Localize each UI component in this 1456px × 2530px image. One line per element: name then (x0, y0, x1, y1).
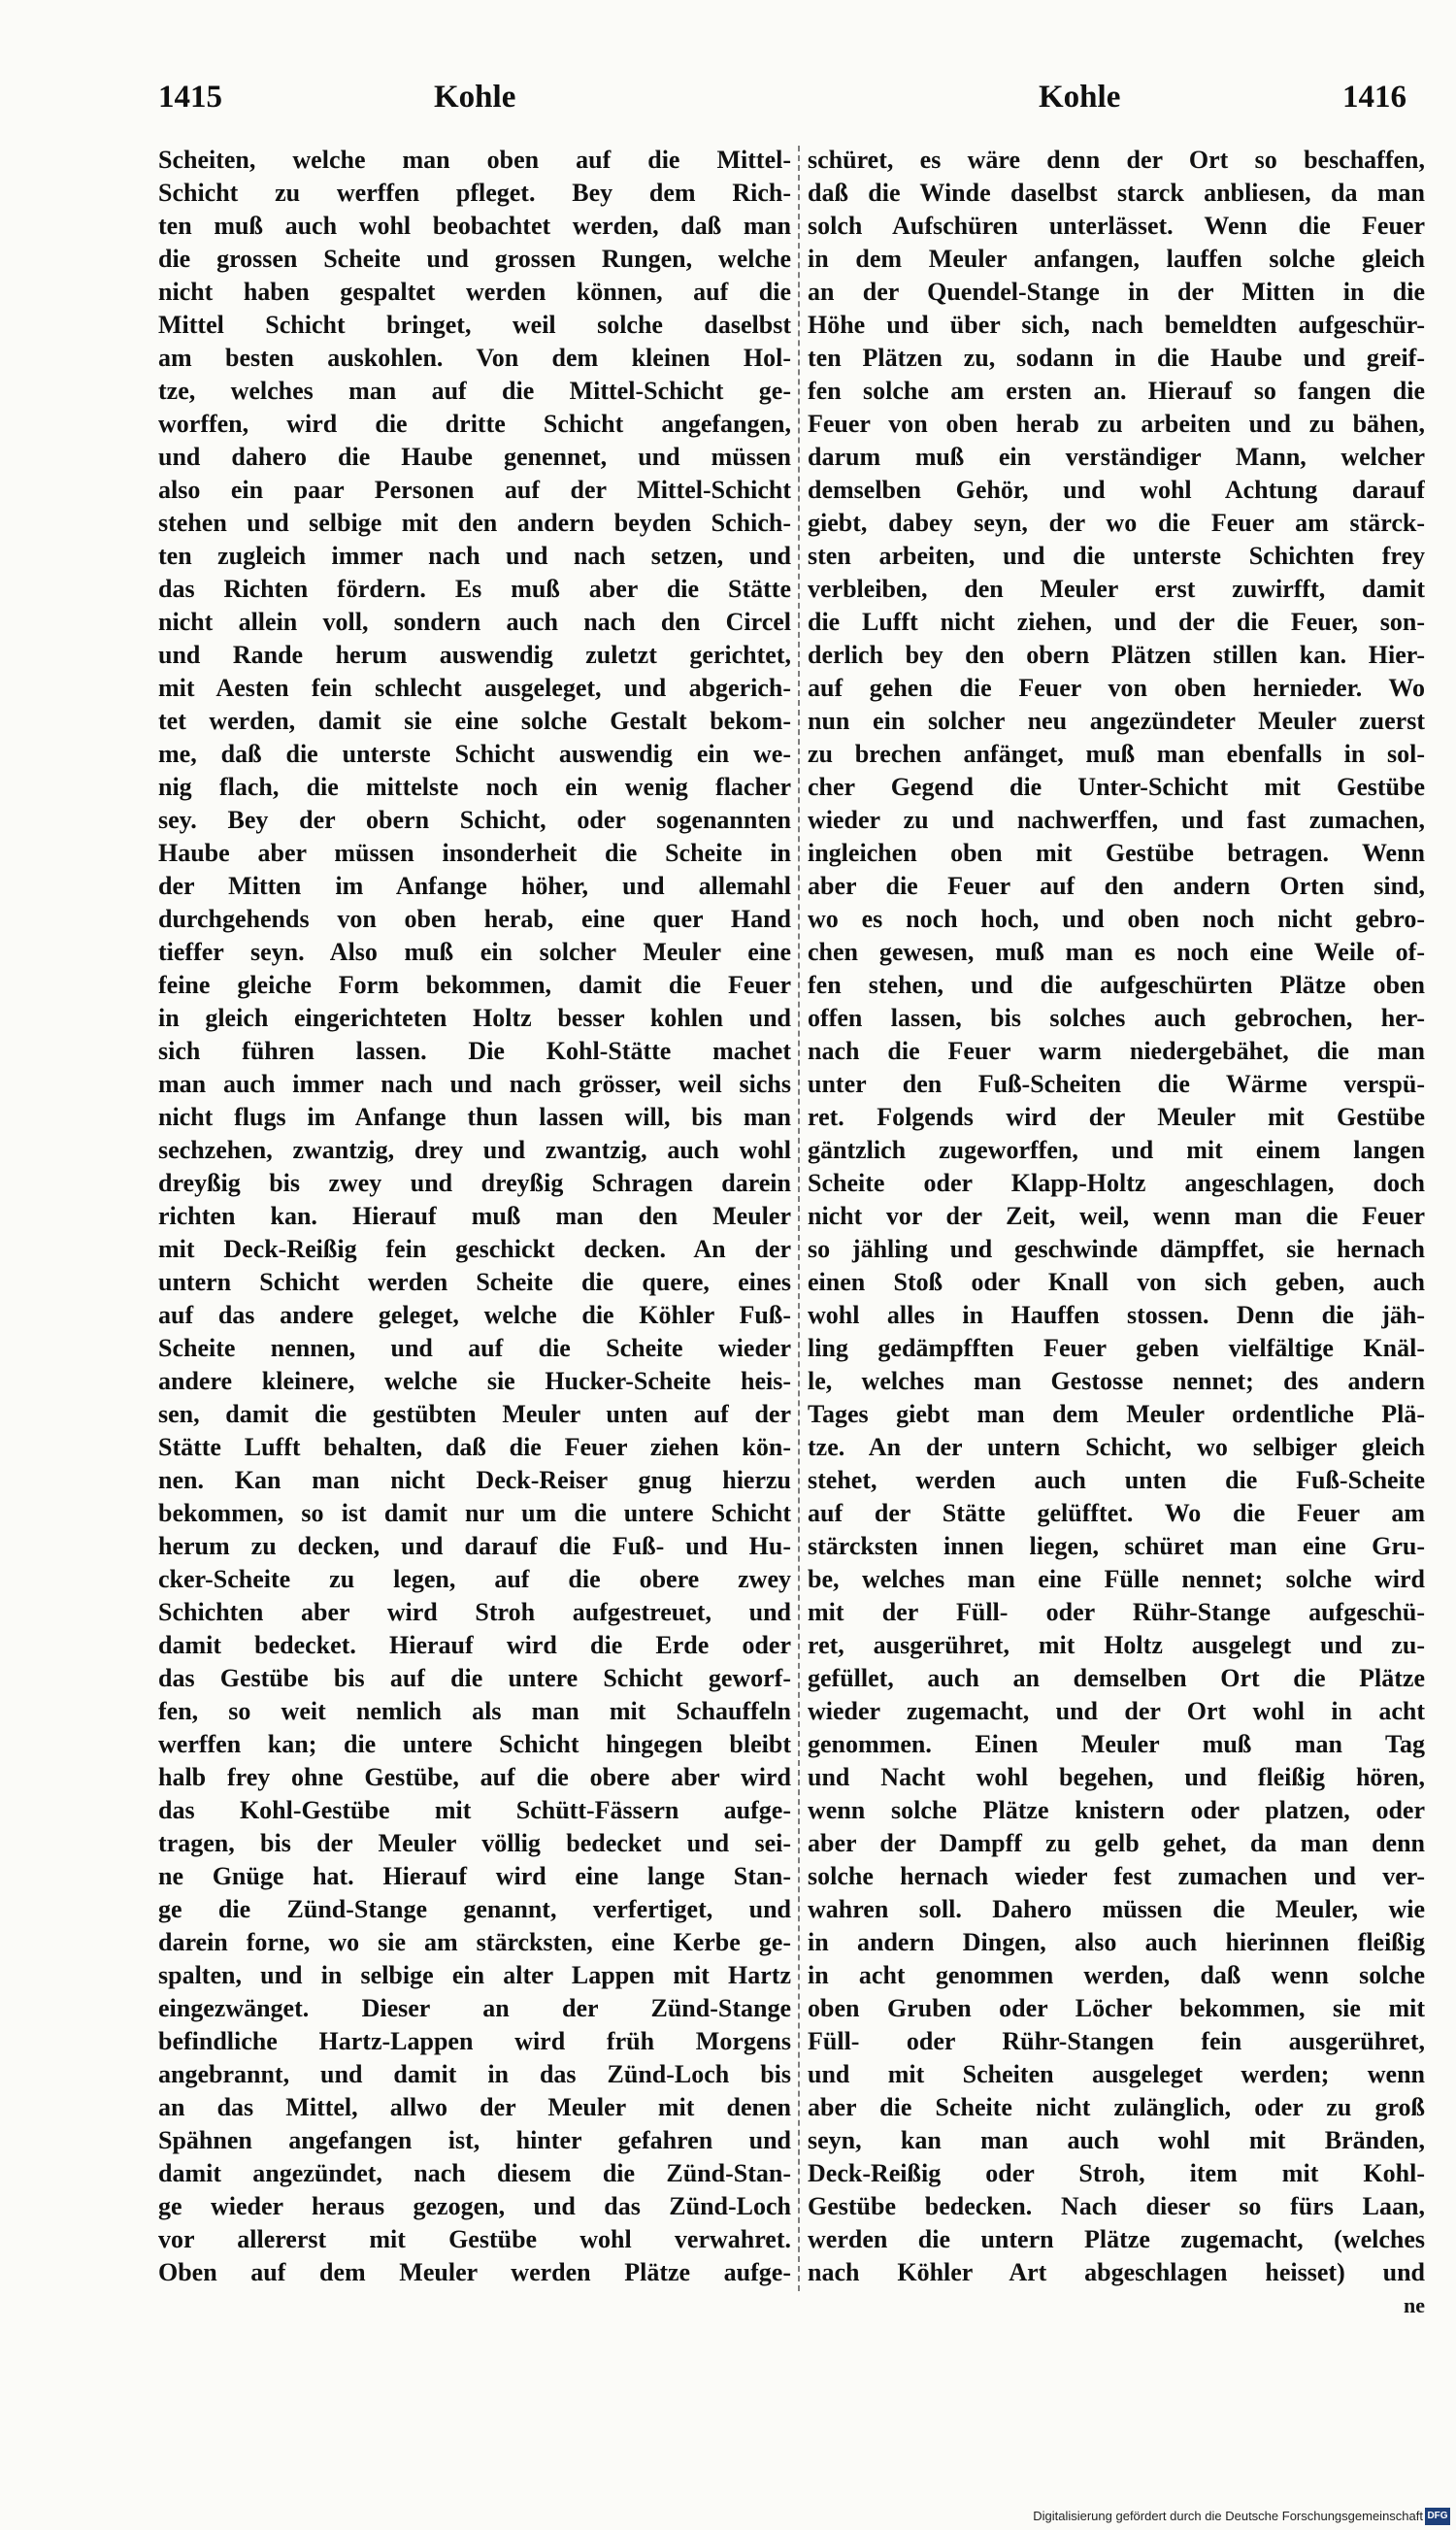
text-line: le, welches man Gestosse nennet; des andern (808, 1367, 1425, 1395)
text-column-right (808, 144, 1425, 2289)
text-line: das Gestübe bis auf die untere Schicht geworf- (158, 1664, 791, 1692)
text-line: demselben Gehör, und wohl Achtung darauf (808, 476, 1425, 504)
text-line: werffen kan; die untere Schicht hingegen bleibt (158, 1730, 791, 1758)
text-line: und mit Scheiten ausgeleget werden; wenn (808, 2060, 1425, 2088)
text-line: und Nacht wohl begehen, und fleißig hören, (808, 1763, 1425, 1791)
text-line: vor allererst mit Gestübe wohl verwahret. (158, 2225, 791, 2253)
text-line: ret, ausgerühret, mit Holtz ausgelegt und zu- (808, 1631, 1425, 1659)
text-line: sechzehen, zwantzig, drey und zwantzig, auch wohl (158, 1136, 791, 1164)
text-line: nen. Kan man nicht Deck-Reiser gnug hierzu (158, 1466, 791, 1494)
text-line: Deck-Reißig oder Stroh, item mit Kohl- (808, 2159, 1425, 2187)
text-line: sey. Bey der obern Schicht, oder sogenannten (158, 806, 791, 834)
text-line: ten muß auch wohl beobachtet werden, daß man (158, 212, 791, 240)
text-line: mit Deck-Reißig fein geschickt decken. An der (158, 1235, 791, 1263)
text-line: andere kleinere, welche sie Hucker-Scheite heis- (158, 1367, 791, 1395)
text-line: tragen, bis der Meuler völlig bedecket und sei- (158, 1829, 791, 1857)
text-line: halb frey ohne Gestübe, auf die obere aber wird (158, 1763, 791, 1791)
text-line: Füll- oder Rühr-Stangen fein ausgerühret, (808, 2027, 1425, 2055)
text-line: damit bedecket. Hierauf wird die Erde oder (158, 1631, 791, 1659)
text-line: sich führen lassen. Die Kohl-Stätte machet (158, 1037, 791, 1065)
text-line: worffen, wird die dritte Schicht angefangen, (158, 410, 791, 438)
text-line: daß die Winde daselbst starck anbliesen, da man (808, 179, 1425, 207)
text-line: Spähnen angefangen ist, hinter gefahren und (158, 2126, 791, 2154)
text-line: solch Aufschüren unterlässet. Wenn die Feuer (808, 212, 1425, 240)
text-line: das Kohl-Gestübe mit Schütt-Fässern aufge- (158, 1796, 791, 1824)
text-line: so jähling und geschwinde dämpffet, sie hernach (808, 1235, 1425, 1263)
text-line: damit angezündet, nach diesem die Zünd-Stan- (158, 2159, 791, 2187)
text-line: nig flach, die mittelste noch ein wenig flacher (158, 773, 791, 801)
text-line: durchgehends von oben herab, eine quer Hand (158, 905, 791, 933)
text-line: auf der Stätte gelüfftet. Wo die Feuer am (808, 1499, 1425, 1527)
text-line: nicht haben gespaltet werden können, auf die (158, 278, 791, 306)
text-line: mit der Füll- oder Rühr-Stange aufgeschü- (808, 1598, 1425, 1626)
text-line: nicht allein voll, sondern auch nach den Circel (158, 608, 791, 636)
text-line: darum muß ein verständiger Mann, welcher (808, 443, 1425, 471)
text-line: wieder zugemacht, und der Ort wohl in acht (808, 1697, 1425, 1725)
text-line: dreyßig bis zwey und dreyßig Schragen darein (158, 1169, 791, 1197)
running-head-left: Kohle (434, 80, 516, 115)
text-line: mit Aesten fein schlecht ausgeleget, und abgerich- (158, 674, 791, 702)
text-line: Scheite oder Klapp-Holtz angeschlagen, doch (808, 1169, 1425, 1197)
text-line: cher Gegend die Unter-Schicht mit Gestübe (808, 773, 1425, 801)
text-line: be, welches man eine Fülle nennet; solche wird (808, 1565, 1425, 1593)
text-line: tze. An der untern Schicht, wo selbiger gleich (808, 1433, 1425, 1461)
text-line: verbleiben, den Meuler erst zuwirfft, damit (808, 575, 1425, 603)
text-line: die Lufft nicht ziehen, und der die Feuer, son- (808, 608, 1425, 636)
text-line: am besten auskohlen. Von dem kleinen Hol- (158, 344, 791, 372)
text-line: der Mitten im Anfange höher, und allemahl (158, 872, 791, 900)
text-line: in andern Dingen, also auch hierinnen fleißig (808, 1928, 1425, 1956)
text-line: wieder zu und nachwerffen, und fast zumachen, (808, 806, 1425, 834)
text-line: eingezwänget. Dieser an der Zünd-Stange (158, 1994, 791, 2022)
text-line: auf das andere geleget, welche die Köhler Fuß- (158, 1301, 791, 1329)
text-line: ten zugleich immer nach und nach setzen, und (158, 542, 791, 570)
text-line: wohl alles in Hauffen stossen. Denn die jäh- (808, 1301, 1425, 1329)
text-line: spalten, und in selbige ein alter Lappen mit Hartz (158, 1961, 791, 1989)
page-number-left: 1415 (158, 80, 222, 115)
text-line: ge wieder heraus gezogen, und das Zünd-Loch (158, 2192, 791, 2220)
text-line: nach Köhler Art abgeschlagen heisset) und (808, 2258, 1425, 2286)
text-line: befindliche Hartz-Lappen wird früh Morgens (158, 2027, 791, 2055)
text-line: sten arbeiten, und die unterste Schichten frey (808, 542, 1425, 570)
text-line: an das Mittel, allwo der Meuler mit denen (158, 2093, 791, 2121)
text-line: die grossen Scheite und grossen Rungen, welche (158, 245, 791, 273)
text-line: aber die Feuer auf den andern Orten sind, (808, 872, 1425, 900)
text-line: Stätte Lufft behalten, daß die Feuer ziehen kön- (158, 1433, 791, 1461)
digitization-credit: Digitalisierung gefördert durch die Deutsche Forschungsgemeinschaft (1033, 2509, 1423, 2523)
text-line: me, daß die unterste Schicht auswendig ein we- (158, 740, 791, 768)
text-line: fen solche am ersten an. Hierauf so fangen die (808, 377, 1425, 405)
text-line: aber der Dampff zu gelb gehet, da man denn (808, 1829, 1425, 1857)
text-line: feine gleiche Form bekommen, damit die Feuer (158, 971, 791, 999)
text-line: Scheiten, welche man oben auf die Mittel- (158, 146, 791, 174)
text-line: genommen. Einen Meuler muß man Tag (808, 1730, 1425, 1758)
text-line: fen stehen, und die aufgeschürten Plätze oben (808, 971, 1425, 999)
text-line: also ein paar Personen auf der Mittel-Schicht (158, 476, 791, 504)
text-line: gefüllet, auch an demselben Ort die Plätze (808, 1664, 1425, 1692)
text-line: unter den Fuß-Scheiten die Wärme verspü- (808, 1070, 1425, 1098)
text-line: gäntzlich zugeworffen, und mit einem langen (808, 1136, 1425, 1164)
text-line: ge die Zünd-Stange genannt, verfertiget, und (158, 1895, 791, 1923)
text-line: tieffer seyn. Also muß ein solcher Meuler eine (158, 938, 791, 966)
text-line: ne Gnüge hat. Hierauf wird eine lange Stan- (158, 1862, 791, 1890)
text-line: Feuer von oben herab zu arbeiten und zu bähen, (808, 410, 1425, 438)
text-line: Oben auf dem Meuler werden Plätze aufge- (158, 2258, 791, 2286)
text-line: einen Stoß oder Knall von sich geben, auch (808, 1268, 1425, 1296)
text-line: Scheite nennen, und auf die Scheite wieder (158, 1334, 791, 1362)
text-line: in acht genommen werden, daß wenn solche (808, 1961, 1425, 1989)
running-head-right: Kohle (1039, 80, 1121, 115)
text-line: ingleichen oben mit Gestübe betragen. Wenn (808, 839, 1425, 867)
text-line: Höhe und über sich, nach bemeldten aufgeschür- (808, 311, 1425, 339)
text-line: an der Quendel-Stange in der Mitten in die (808, 278, 1425, 306)
text-line: Mittel Schicht bringet, weil solche daselbst (158, 311, 791, 339)
text-line: wahren soll. Dahero müssen die Meuler, wie (808, 1895, 1425, 1923)
text-line: untern Schicht werden Scheite die quere, eines (158, 1268, 791, 1296)
text-line: auf gehen die Feuer von oben hernieder. Wo (808, 674, 1425, 702)
text-line: cker-Scheite zu legen, auf die obere zwey (158, 1565, 791, 1593)
text-line: derlich bey den obern Plätzen stillen kan. Hier- (808, 641, 1425, 669)
text-line: stärcksten innen liegen, schüret man eine Gru- (808, 1532, 1425, 1560)
text-line: nach die Feuer warm niedergebähet, die man (808, 1037, 1425, 1065)
dfg-logo: DFG (1425, 2508, 1450, 2525)
text-line: oben Gruben oder Löcher bekommen, sie mit (808, 1994, 1425, 2022)
text-line: Schichten aber wird Stroh aufgestreuet, und (158, 1598, 791, 1626)
text-line: wo es noch hoch, und oben noch nicht gebro- (808, 905, 1425, 933)
text-line: in gleich eingerichteten Holtz besser kohlen und (158, 1004, 791, 1032)
text-line: Schicht zu werffen pfleget. Bey dem Rich- (158, 179, 791, 207)
text-line: darein forne, wo sie am stärcksten, eine Kerbe ge- (158, 1928, 791, 1956)
text-line: giebt, dabey seyn, der wo die Feuer am stärck- (808, 509, 1425, 537)
text-line: Gestübe bedecken. Nach dieser so fürs Laan, (808, 2192, 1425, 2220)
text-line: nun ein solcher neu angezündeter Meuler zuerst (808, 707, 1425, 735)
text-line: seyn, kan man auch wohl mit Bränden, (808, 2126, 1425, 2154)
catchword: ne (1404, 2293, 1425, 2317)
text-line: fen, so weit nemlich als man mit Schauffeln (158, 1697, 791, 1725)
text-line: wenn solche Plätze knistern oder platzen, oder (808, 1796, 1425, 1824)
text-line: ret. Folgends wird der Meuler mit Gestübe (808, 1103, 1425, 1131)
text-line: chen gewesen, muß man es noch eine Weile of- (808, 938, 1425, 966)
column-divider (798, 146, 800, 2291)
text-line: und Rande herum auswendig zuletzt gerichtet, (158, 641, 791, 669)
text-line: offen lassen, bis solches auch gebrochen, her- (808, 1004, 1425, 1032)
text-line: in dem Meuler anfangen, lauffen solche gleich (808, 245, 1425, 273)
text-line: solche hernach wieder fest zumachen und ver- (808, 1862, 1425, 1890)
text-line: ten Plätzen zu, sodann in die Haube und greif- (808, 344, 1425, 372)
text-line: angebrannt, und damit in das Zünd-Loch bis (158, 2060, 791, 2088)
text-line: zu brechen anfänget, muß man ebenfalls in sol- (808, 740, 1425, 768)
text-line: tet werden, damit sie eine solche Gestalt bekom- (158, 707, 791, 735)
text-line: man auch immer nach und nach grösser, weil sichs (158, 1070, 791, 1098)
text-line: richten kan. Hierauf muß man den Meuler (158, 1202, 791, 1230)
text-line: nicht flugs im Anfange thun lassen will, bis man (158, 1103, 791, 1131)
text-line: bekommen, so ist damit nur um die untere Schicht (158, 1499, 791, 1527)
text-line: und dahero die Haube genennet, und müssen (158, 443, 791, 471)
text-line: Tages giebt man dem Meuler ordentliche Plä- (808, 1400, 1425, 1428)
text-line: schüret, es wäre denn der Ort so beschaffen, (808, 146, 1425, 174)
page-number-right: 1416 (1342, 80, 1406, 115)
text-line: das Richten fördern. Es muß aber die Stätte (158, 575, 791, 603)
text-line: herum zu decken, und darauf die Fuß- und Hu- (158, 1532, 791, 1560)
text-line: sen, damit die gestübten Meuler unten auf der (158, 1400, 791, 1428)
text-line: werden die untern Plätze zugemacht, (welches (808, 2225, 1425, 2253)
text-line: tze, welches man auf die Mittel-Schicht ge- (158, 377, 791, 405)
text-line: aber die Scheite nicht zulänglich, oder zu groß (808, 2093, 1425, 2121)
text-column-left (158, 144, 791, 2289)
text-line: Haube aber müssen insonderheit die Scheite in (158, 839, 791, 867)
text-line: stehen und selbige mit den andern beyden Schich- (158, 509, 791, 537)
text-line: nicht vor der Zeit, weil, wenn man die Feuer (808, 1202, 1425, 1230)
text-line: ling gedämpfften Feuer geben vielfältige Knäl- (808, 1334, 1425, 1362)
text-line: stehet, werden auch unten die Fuß-Scheite (808, 1466, 1425, 1494)
